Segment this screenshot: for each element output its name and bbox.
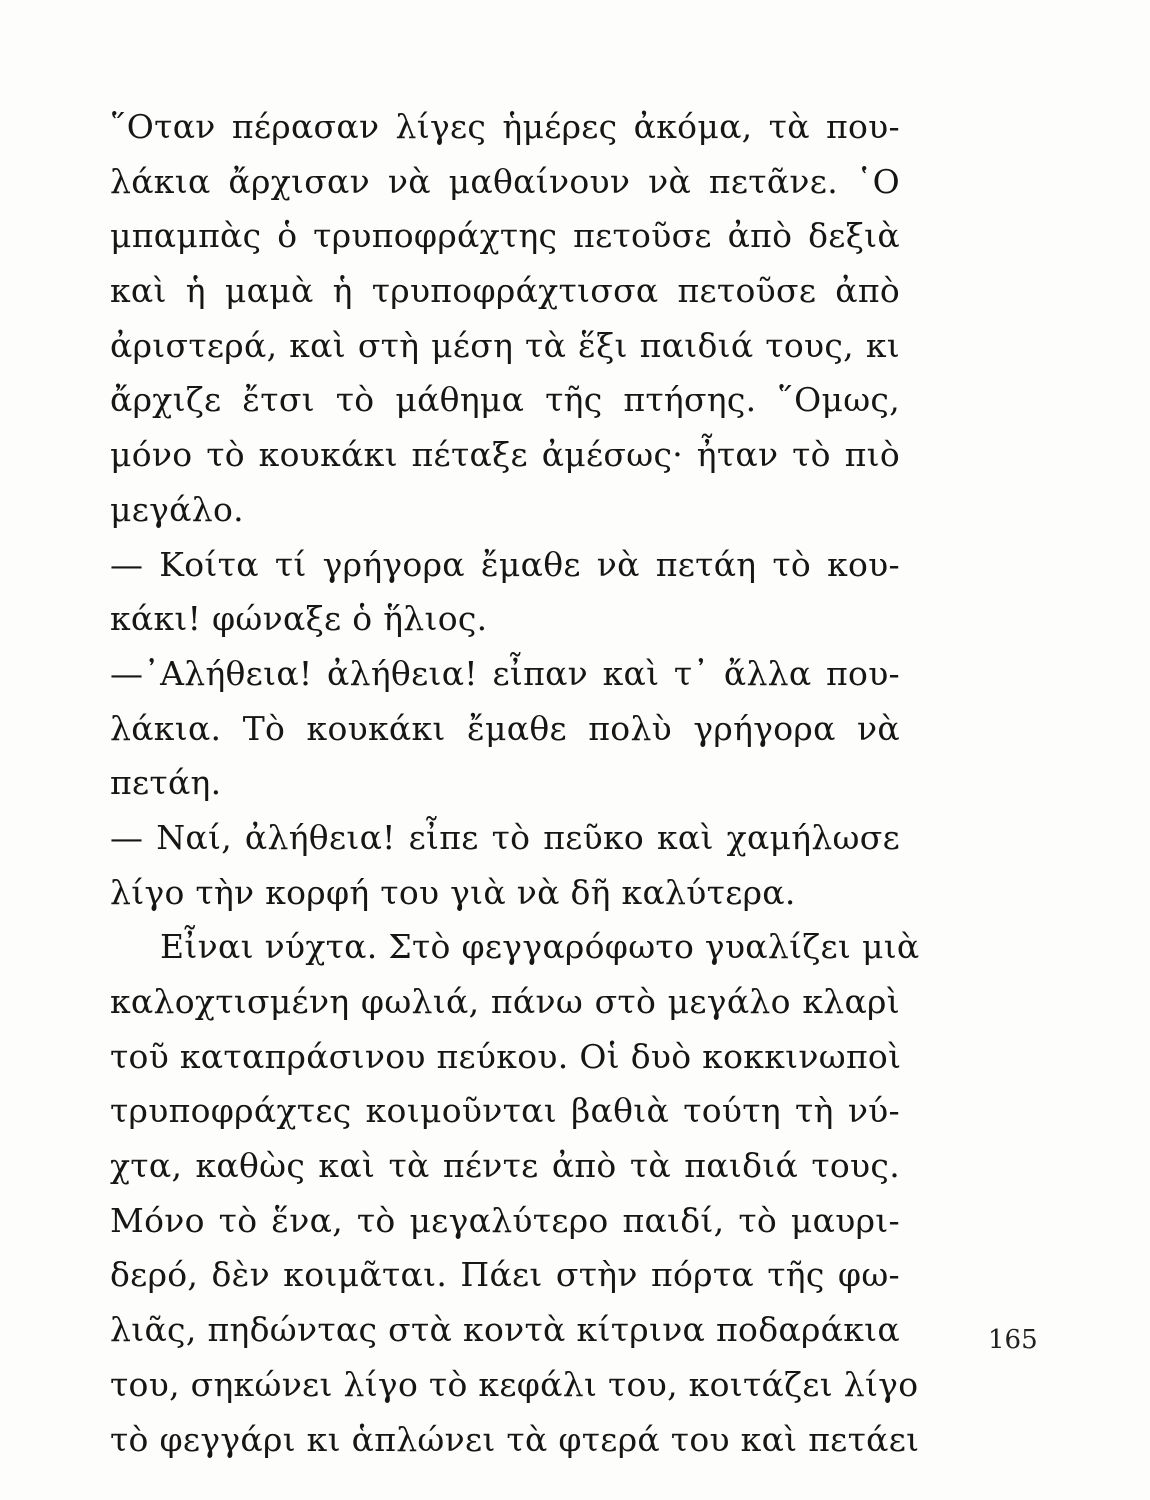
text-line: ῞Οταν πέρασαν λίγες ἡμέρες ἀκόμα, τὰ που-	[110, 107, 900, 146]
text-line: ἄρχιζε ἔτσι τὸ μάθημα τῆς πτήσης. ῞Ομως,	[110, 380, 900, 420]
text-line: λάκια. Τὸ κουκάκι ἔμαθε πολὺ γρήγορα νὰ	[110, 708, 900, 748]
text-line: δερό, δὲν κοιμᾶται. Πάει στὴν πόρτα τῆς φω-	[110, 1255, 900, 1295]
text-line: καλοχτισμένη φωλιά, πάνω στὸ μεγάλο κλαρὶ	[110, 982, 900, 1021]
page-number: 165	[988, 1325, 1038, 1355]
text-line: λιᾶς, πηδώντας στὰ κοντὰ κίτρινα ποδαράκια	[110, 1310, 900, 1350]
text-line: μπαμπὰς ὁ τρυποφράχτης πετοῦσε ἀπὸ δεξιὰ	[110, 216, 900, 256]
text-line: του, σηκώνει λίγο τὸ κεφάλι του, κοιτάζει λίγο	[110, 1364, 919, 1404]
paragraph-start-line: Εἶναι νύχτα. Στὸ φεγγαρόφωτο γυαλίζει μιὰ	[160, 927, 920, 967]
text-line: κάκι! φώναξε ὁ ἥλιος.	[110, 599, 488, 639]
text-line: πετάη.	[110, 763, 222, 803]
text-line: καὶ ἡ μαμὰ ἡ τρυποφράχτισσα πετοῦσε ἀπὸ	[110, 271, 900, 311]
text-line: μόνο τὸ κουκάκι πέταξε ἀμέσως· ἦταν τὸ πιὸ	[110, 435, 900, 475]
text-line: Μόνο τὸ ἕνα, τὸ μεγαλύτερο παιδί, τὸ μαυρι-	[110, 1200, 900, 1240]
text-line: τὸ φεγγάρι κι ἁπλώνει τὰ φτερά του καὶ πετάει	[110, 1419, 920, 1459]
text-line: λίγο τὴν κορφή του γιὰ νὰ δῆ καλύτερα.	[110, 872, 796, 912]
text-line: λάκια ἄρχισαν νὰ μαθαίνουν νὰ πετᾶνε. ῾Ο	[110, 161, 900, 201]
text-line: μεγάλο.	[110, 489, 244, 529]
dialogue-line: — Ναί, ἀλήθεια! εἶπε τὸ πεῦκο καὶ χαμήλωσε	[110, 817, 900, 857]
text-line: ἀριστερά, καὶ στὴ μέση τὰ ἕξι παιδιά τους, κι	[110, 325, 900, 365]
text-line: χτα, καθὼς καὶ τὰ πέντε ἀπὸ τὰ παιδιά τους.	[110, 1146, 900, 1186]
page-text	[110, 100, 920, 1467]
dialogue-line: — Κοίτα τί γρήγορα ἔμαθε νὰ πετάη τὸ κου-	[110, 544, 900, 584]
text-line: τρυποφράχτες κοιμοῦνται βαθιὰ τούτη τὴ νύ-	[110, 1091, 900, 1131]
text-line: τοῦ καταπράσινου πεύκου. Οἱ δυὸ κοκκινωποὶ	[110, 1036, 902, 1076]
dialogue-line: —᾿Αλήθεια! ἀλήθεια! εἶπαν καὶ τ᾿ ἄλλα που-	[110, 653, 900, 693]
